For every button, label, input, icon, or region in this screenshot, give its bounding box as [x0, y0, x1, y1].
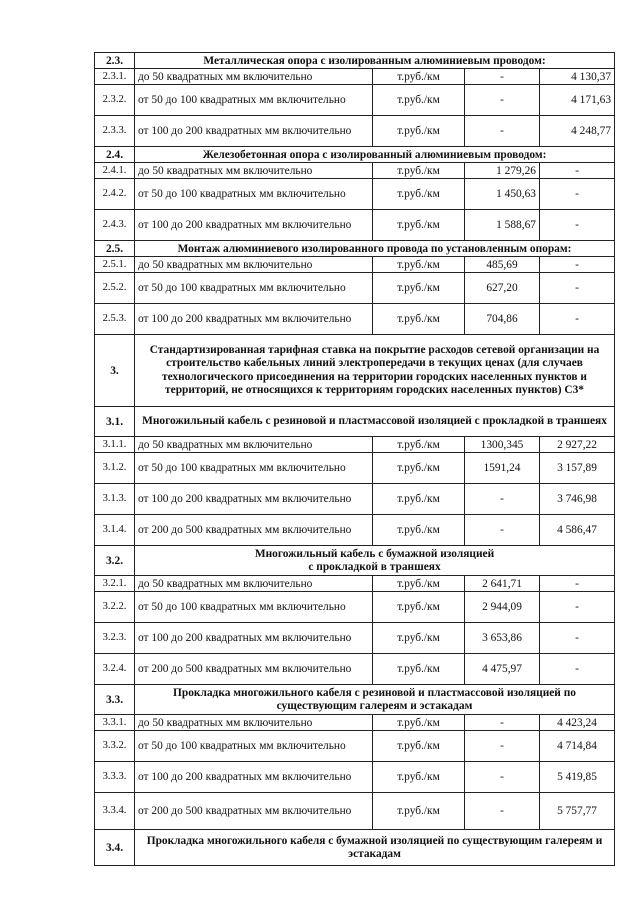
section-title: Прокладка многожильного кабеля с резиновой и пластмассовой изоляцией по существующим галереям и эстакадам [135, 685, 615, 715]
row-unit: т.руб./км [373, 793, 465, 830]
row-value-b: 4 171,63 [540, 85, 615, 116]
table-row [95, 257, 615, 273]
row-value-b: 2 927,22 [540, 437, 615, 453]
tariff-table [94, 52, 615, 866]
row-value-a: - [465, 715, 540, 731]
row-number: 3.2.3. [95, 623, 135, 654]
row-number: 2.5.2. [95, 273, 135, 304]
table-row [95, 85, 615, 116]
section-number: 2.4. [95, 147, 135, 163]
section-title: Многожильный кабель с резиновой и пластмассовой изоляцией с прокладкой в траншеях [135, 407, 615, 437]
table-row [95, 163, 615, 179]
row-number: 3.1.1. [95, 437, 135, 453]
row-unit: т.руб./км [373, 715, 465, 731]
row-description: от 200 до 500 квадратных мм включительно [135, 654, 373, 685]
table-row [95, 654, 615, 685]
row-number: 3.2.1. [95, 576, 135, 592]
row-description: от 100 до 200 квадратных мм включительно [135, 623, 373, 654]
section-title [135, 546, 615, 576]
row-value-a: - [465, 484, 540, 515]
row-value-a: - [465, 116, 540, 147]
section-number: 2.3. [95, 53, 135, 69]
table-row [95, 484, 615, 515]
row-number: 3.3.2. [95, 731, 135, 762]
row-value-a: - [465, 85, 540, 116]
row-value-b: 5 757,77 [540, 793, 615, 830]
table-row [95, 304, 615, 335]
row-number: 3.1.3. [95, 484, 135, 515]
row-number: 3.1.2. [95, 453, 135, 484]
row-unit: т.руб./км [373, 731, 465, 762]
section-number: 3. [95, 335, 135, 407]
row-value-a: 2 641,71 [465, 576, 540, 592]
row-value-a: 485,69 [465, 257, 540, 273]
row-value-a: 1 279,26 [465, 163, 540, 179]
row-unit: т.руб./км [373, 179, 465, 210]
row-unit: т.руб./км [373, 210, 465, 241]
row-value-b: 4 586,47 [540, 515, 615, 546]
section-title: Металлическая опора с изолированным алюминиевым проводом: [135, 53, 615, 69]
row-description: от 200 до 500 квадратных мм включительно [135, 793, 373, 830]
row-unit: т.руб./км [373, 69, 465, 85]
row-value-b: 4 423,24 [540, 715, 615, 731]
section-row [95, 147, 615, 163]
row-description: до 50 квадратных мм включительно [135, 576, 373, 592]
row-unit: т.руб./км [373, 576, 465, 592]
row-value-b: 4 248,77 [540, 116, 615, 147]
table-row [95, 623, 615, 654]
row-unit: т.руб./км [373, 304, 465, 335]
row-unit: т.руб./км [373, 437, 465, 453]
row-value-b: - [540, 210, 615, 241]
row-value-b: - [540, 257, 615, 273]
row-value-a: - [465, 762, 540, 793]
row-description: от 50 до 100 квадратных мм включительно [135, 273, 373, 304]
row-value-a: - [465, 515, 540, 546]
row-description: от 100 до 200 квадратных мм включительно [135, 210, 373, 241]
table-row [95, 116, 615, 147]
row-unit: т.руб./км [373, 163, 465, 179]
row-description: от 50 до 100 квадратных мм включительно [135, 592, 373, 623]
table-row [95, 210, 615, 241]
table-row [95, 273, 615, 304]
row-number: 3.3.3. [95, 762, 135, 793]
row-value-b: - [540, 179, 615, 210]
row-value-b: - [540, 654, 615, 685]
row-value-b: - [540, 304, 615, 335]
section-title-line: с прокладкой в траншеях [308, 560, 441, 573]
section-title: Прокладка многожильного кабеля с бумажной изоляцией по существующим галереям и эстакадам [135, 830, 615, 866]
row-description: от 50 до 100 квадратных мм включительно [135, 453, 373, 484]
table-row [95, 437, 615, 453]
row-number: 3.1.4. [95, 515, 135, 546]
section-row [95, 407, 615, 437]
section-title-line: Многожильный кабель с бумажной изоляцией [254, 547, 495, 560]
row-number: 3.2.4. [95, 654, 135, 685]
row-description: от 100 до 200 квадратных мм включительно [135, 304, 373, 335]
row-number: 2.3.1. [95, 69, 135, 85]
row-value-a: 3 653,86 [465, 623, 540, 654]
table-row [95, 793, 615, 830]
section-number: 3.1. [95, 407, 135, 437]
table-row [95, 731, 615, 762]
row-number: 3.3.4. [95, 793, 135, 830]
row-description: от 100 до 200 квадратных мм включительно [135, 116, 373, 147]
row-value-a: - [465, 793, 540, 830]
row-unit: т.руб./км [373, 623, 465, 654]
row-number: 3.2.2. [95, 592, 135, 623]
row-value-b: - [540, 163, 615, 179]
section-title: Железобетонная опора с изолированный алюминиевым проводом: [135, 147, 615, 163]
row-value-b: - [540, 273, 615, 304]
row-number: 2.4.1. [95, 163, 135, 179]
row-description: от 50 до 100 квадратных мм включительно [135, 731, 373, 762]
row-number: 2.4.3. [95, 210, 135, 241]
table-row [95, 762, 615, 793]
row-value-b: - [540, 592, 615, 623]
row-value-a: 1300,345 [465, 437, 540, 453]
section-number: 3.3. [95, 685, 135, 715]
row-value-a: 4 475,97 [465, 654, 540, 685]
row-unit: т.руб./км [373, 592, 465, 623]
section-row [95, 546, 615, 576]
row-unit: т.руб./км [373, 273, 465, 304]
row-description: до 50 квадратных мм включительно [135, 437, 373, 453]
row-number: 2.5.1. [95, 257, 135, 273]
row-number: 2.3.3. [95, 116, 135, 147]
section-number: 3.2. [95, 546, 135, 576]
row-value-a: 627,20 [465, 273, 540, 304]
row-description: до 50 квадратных мм включительно [135, 715, 373, 731]
table-row [95, 453, 615, 484]
table-row [95, 576, 615, 592]
row-unit: т.руб./км [373, 515, 465, 546]
row-description: до 50 квадратных мм включительно [135, 163, 373, 179]
row-description: от 100 до 200 квадратных мм включительно [135, 484, 373, 515]
row-description: от 50 до 100 квадратных мм включительно [135, 85, 373, 116]
table-row [95, 515, 615, 546]
row-unit: т.руб./км [373, 762, 465, 793]
table-row [95, 179, 615, 210]
row-unit: т.руб./км [373, 85, 465, 116]
row-unit: т.руб./км [373, 257, 465, 273]
row-number: 2.5.3. [95, 304, 135, 335]
section-title: Монтаж алюминиевого изолированного провода по установленным опорам: [135, 241, 615, 257]
row-value-b: 5 419,85 [540, 762, 615, 793]
table-row [95, 69, 615, 85]
row-description: до 50 квадратных мм включительно [135, 69, 373, 85]
row-value-a: - [465, 731, 540, 762]
table-row [95, 715, 615, 731]
row-value-a: - [465, 69, 540, 85]
row-value-a: 1 588,67 [465, 210, 540, 241]
row-value-b: 4 130,37 [540, 69, 615, 85]
row-description: от 100 до 200 квадратных мм включительно [135, 762, 373, 793]
row-description: от 50 до 100 квадратных мм включительно [135, 179, 373, 210]
section-title: Стандартизированная тарифная ставка на покрытие расходов сетевой организации на строительство кабельных линий электропередачи в текущих ценах (для случаев технологического присоединения на территории городских населенных пунктов и территорий, не относящихся к территориям городских населенных пунктов) С3* [135, 335, 615, 407]
row-unit: т.руб./км [373, 116, 465, 147]
section-number: 3.4. [95, 830, 135, 866]
section-row [95, 830, 615, 866]
row-value-b: - [540, 623, 615, 654]
row-value-a: 2 944,09 [465, 592, 540, 623]
row-value-b: - [540, 576, 615, 592]
section-row [95, 335, 615, 407]
row-value-b: 3 157,89 [540, 453, 615, 484]
section-row [95, 685, 615, 715]
section-row [95, 53, 615, 69]
row-unit: т.руб./км [373, 484, 465, 515]
section-number: 2.5. [95, 241, 135, 257]
row-value-a: 1591,24 [465, 453, 540, 484]
row-number: 2.4.2. [95, 179, 135, 210]
row-value-b: 3 746,98 [540, 484, 615, 515]
section-row [95, 241, 615, 257]
row-value-a: 1 450,63 [465, 179, 540, 210]
table-row [95, 592, 615, 623]
row-value-a: 704,86 [465, 304, 540, 335]
row-description: до 50 квадратных мм включительно [135, 257, 373, 273]
row-description: от 200 до 500 квадратных мм включительно [135, 515, 373, 546]
row-number: 3.3.1. [95, 715, 135, 731]
row-value-b: 4 714,84 [540, 731, 615, 762]
row-unit: т.руб./км [373, 453, 465, 484]
row-unit: т.руб./км [373, 654, 465, 685]
row-number: 2.3.2. [95, 85, 135, 116]
